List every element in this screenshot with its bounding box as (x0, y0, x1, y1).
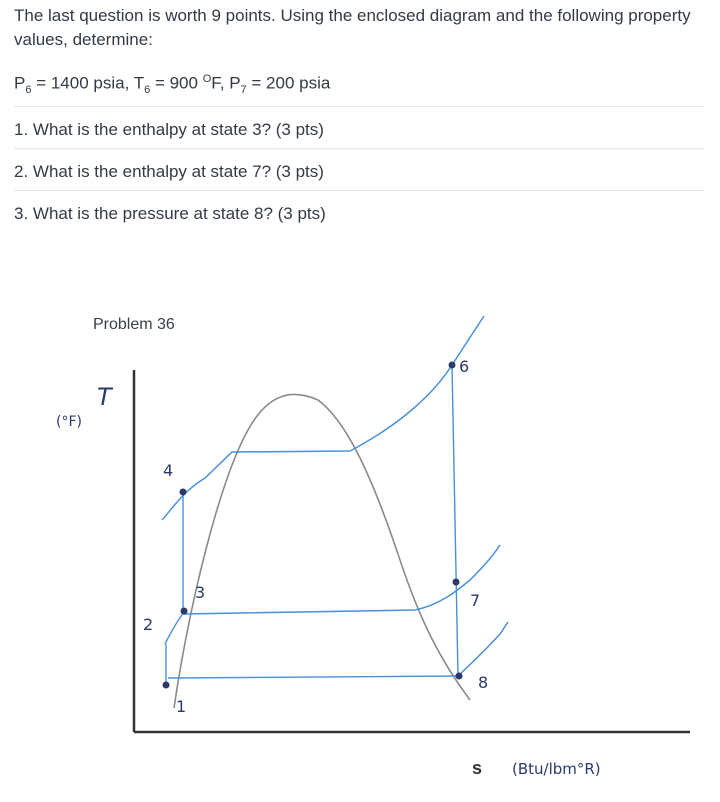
degree-symbol: O (202, 73, 212, 85)
t6-value: = 900 (150, 73, 203, 93)
saturation-dome (174, 394, 470, 708)
question-intro: The last question is worth 9 points. Using the enclosed diagram and the following property values, determine: (14, 6, 691, 49)
low-pressure-curve (458, 622, 508, 676)
y-axis-label: T (97, 383, 112, 411)
question-item-3: 3. What is the pressure at state 8? (3 pts) (14, 204, 326, 223)
p6-sub: 6 (25, 84, 32, 97)
state-point-8 (456, 673, 463, 680)
state-label-2: 2 (143, 615, 154, 634)
t6-sub: 6 (144, 84, 151, 97)
state-label-4: 4 (163, 461, 174, 480)
x-axis-label: s (472, 758, 483, 778)
state-label-7: 7 (470, 591, 481, 610)
state-label-3: 3 (195, 583, 206, 602)
x-axis-unit: (Btu/lbm°R) (512, 760, 601, 778)
y-axis-unit: (°F) (56, 414, 82, 430)
figure-title: Problem 36 (93, 316, 175, 333)
line-6-7-8 (452, 365, 458, 676)
t6-unit: F, P (211, 73, 241, 93)
p6-label: P (14, 73, 26, 93)
p7-value: = 200 psia (246, 73, 331, 93)
question-item-1: 1. What is the enthalpy at state 3? (3 pts) (14, 120, 324, 139)
state-point-6 (449, 362, 456, 369)
intermediate-pressure-curve (183, 545, 500, 614)
p7-sub: 7 (240, 84, 247, 97)
high-pressure-curve (162, 316, 484, 520)
p6-value: = 1400 psia, T (31, 73, 145, 93)
line-1-8 (168, 676, 460, 678)
state-point-2 (181, 608, 188, 615)
state-label-6: 6 (459, 357, 470, 376)
state-label-8: 8 (478, 673, 489, 692)
pump-curve-1 (165, 612, 184, 644)
state-point-7 (453, 579, 460, 586)
state-label-1: 1 (176, 697, 187, 716)
state-point-4 (180, 489, 187, 496)
question-item-2: 2. What is the enthalpy at state 7? (3 pts) (14, 162, 324, 181)
state-point-1 (163, 682, 170, 689)
